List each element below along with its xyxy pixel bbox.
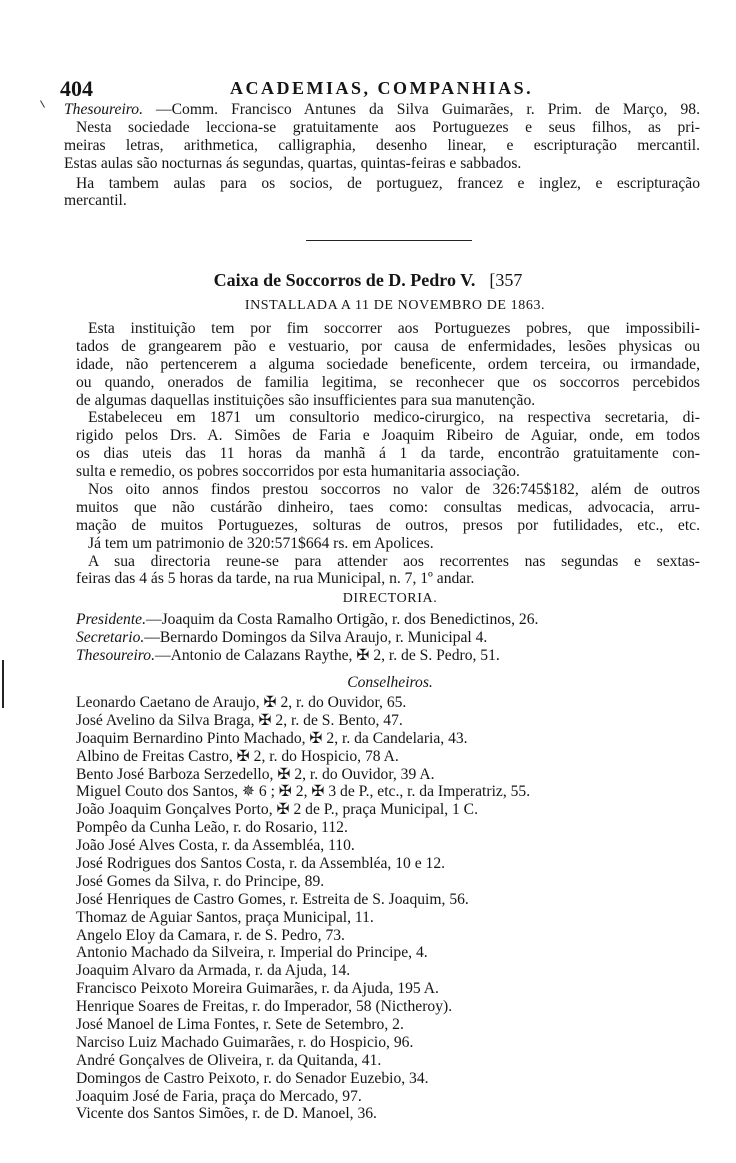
text-line [76, 517, 700, 535]
member-entry: José Henriques de Castro Gomes, r. Estreita de S. Joaquim, 56. [76, 890, 469, 908]
text-line [64, 192, 700, 210]
officer-entry [76, 629, 700, 647]
text-line [76, 409, 700, 427]
line-text: —Antonio de Calazans Raythe, ✠ 2, r. de S. Pedro, 51. [154, 646, 500, 664]
line-text: A sua directoria reune-se para attender aos recorrentes nas segundas e sextas- [88, 552, 700, 570]
line-text: ou quando, onerados de familia legitima, se reconhecer que os soccorros percebidos [76, 373, 700, 391]
member-entry: José Rodrigues dos Santos Costa, r. da Assembléa, 10 e 12. [76, 855, 446, 873]
text-line [64, 101, 700, 119]
member-entry: João Joaquim Gonçalves Porto, ✠ 2 de P., praça Municipal, 1 C. [76, 801, 478, 819]
officer-entry [76, 611, 700, 629]
member-entry: Vicente dos Santos Simões, r. de D. Manoel, 36. [76, 1105, 377, 1123]
member-entry: Francisco Peixoto Moreira Guimarães, r. da Ajuda, 195 A. [76, 980, 439, 998]
section-divider [306, 240, 472, 241]
running-title: ACADEMIAS, COMPANHIAS. [230, 78, 534, 98]
line-text: meiras letras, arithmetica, calligraphia, desenho linear, e escripturação mercantil. [64, 136, 700, 154]
line-text: muitos que não custárão dinheiro, taes como: consultas medicas, advocacia, arru- [76, 498, 700, 516]
italic-label: Presidente. [76, 611, 147, 628]
line-text: tados de grangearem pão e vestuario, por causa de enfermidades, lesões physicas ou [76, 337, 700, 355]
text-line [76, 553, 700, 571]
member-entry: Antonio Machado da Silveira, r. Imperial do Principe, 4. [76, 944, 428, 962]
text-line [76, 445, 700, 463]
text-line [76, 481, 700, 499]
member-entry: Leonardo Caetano de Araujo, ✠ 2, r. do Ouvidor, 65. [76, 694, 407, 711]
text-line [76, 338, 700, 356]
page-number: 404 [60, 76, 93, 101]
line-text: de algumas daquellas instituições são insufficientes para sua manutenção. [76, 391, 536, 409]
italic-label: Secretario. [76, 628, 145, 646]
member-entry: Joaquim José de Faria, praça do Mercado, 97. [76, 1087, 362, 1105]
line-text: Já tem um patrimonio de 320:571$664 rs. em Apolices. [88, 534, 434, 552]
member-entry: Joaquim Bernardino Pinto Machado, ✠ 2, r. da Candelaria, 43. [76, 729, 468, 747]
line-text: Nos oito annos findos prestou soccorros no valor de 326:745$182, além de outros [88, 481, 700, 499]
text-line [64, 155, 700, 173]
line-text: —Bernardo Domingos da Silva Araujo, r. Municipal 4. [144, 628, 488, 646]
text-line [76, 356, 700, 374]
line-text: feiras das 4 ás 5 horas da tarde, na rua Municipal, n. 7, 1º andar. [76, 570, 475, 588]
member-entry: Narciso Luiz Machado Guimarães, r. do Hospicio, 96. [76, 1033, 414, 1051]
conselheiros-heading: Conselheiros. [347, 674, 433, 691]
text-line [76, 427, 700, 445]
member-entry: Angelo Eloy da Camara, r. de S. Pedro, 73. [76, 926, 345, 944]
members-list [76, 694, 716, 1123]
member-entry: Henrique Soares de Freitas, r. do Imperador, 58 (Nictheroy). [76, 998, 453, 1016]
member-entry: José Avelino da Silva Braga, ✠ 2, r. de S. Bento, 47. [76, 711, 403, 729]
scan-mark [40, 100, 45, 107]
member-entry: Joaquim Alvaro da Armada, r. da Ajuda, 14. [76, 962, 351, 980]
line-text: mação de muitos Portuguezes, solturas de outros, presos por futilidades, etc., etc. [76, 516, 700, 534]
line-text: —Comm. Francisco Antunes da Silva Guimarães, r. Prim. de Março, 98. [142, 101, 700, 118]
member-entry: Pompêo da Cunha Leão, r. do Rosario, 112. [76, 819, 348, 837]
member-entry: Thomaz de Aguiar Santos, praça Municipal, 11. [76, 908, 374, 926]
member-entry: Miguel Couto dos Santos, ✵ 6 ; ✠ 2, ✠ 3 de P., etc., r. da Imperatriz, 55. [76, 783, 531, 801]
member-entry: João José Alves Costa, r. da Assembléa, 110. [76, 837, 355, 855]
member-entry: José Manoel de Lima Fontes, r. Sete de Setembro, 2. [76, 1016, 404, 1034]
italic-label: Thesoureiro. [76, 646, 155, 664]
text-line [76, 463, 700, 481]
line-text: Nesta sociedade lecciona-se gratuitamente aos Portuguezes e seus filhos, as pri- [76, 118, 700, 136]
line-text: Estabeleceu em 1871 um consultorio medico-cirurgico, na respectiva secretaria, di- [88, 409, 700, 427]
member-entry: Bento José Barboza Serzedello, ✠ 2, r. do Ouvidor, 39 A. [76, 765, 435, 783]
line-text: —Joaquim da Costa Ramalho Ortigão, r. dos Benedictinos, 26. [146, 611, 539, 628]
officers-list [76, 611, 700, 665]
section-number: [357 [489, 270, 523, 290]
officer-entry [76, 647, 700, 665]
line-text: Esta instituição tem por fim soccorrer aos Portuguezes pobres, que impossibili- [88, 320, 700, 337]
directoria-heading: DIRECTORIA. [342, 591, 438, 606]
text-line [64, 175, 700, 193]
text-line [76, 535, 700, 553]
member-entry: Domingos de Castro Peixoto, r. do Senador Euzebio, 34. [76, 1069, 429, 1087]
text-line [76, 374, 700, 392]
line-text: mercantil. [64, 192, 127, 210]
text-line [76, 499, 700, 517]
text-line [76, 570, 700, 588]
installation-date: INSTALLADA A 11 DE NOVEMBRO DE 1863. [244, 298, 546, 313]
text-line [64, 137, 700, 155]
line-text: Estas aulas são nocturnas ás segundas, quartas, quintas-feiras e sabbados. [64, 154, 522, 172]
member-entry: André Gonçalves de Oliveira, r. da Quitanda, 41. [76, 1051, 382, 1069]
line-text: Ha tambem aulas para os socios, de portuguez, francez e inglez, e escripturação [76, 174, 700, 192]
text-line [76, 392, 700, 410]
section-title-text: Caixa de Soccorros de D. Pedro V. [213, 270, 476, 290]
top-section [64, 101, 700, 210]
text-line [76, 320, 700, 338]
italic-label: Thesoureiro. [64, 101, 143, 118]
line-text: os dias uteis das 11 horas da manhã á 1 da tarde, encontrão gratuitamente con- [76, 445, 700, 463]
line-text: sulta e remedio, os pobres soccorridos por esta humanitaria associação. [76, 463, 520, 481]
member-entry: José Gomes da Silva, r. do Principe, 89. [76, 872, 325, 890]
member-entry: Albino de Freitas Castro, ✠ 2, r. do Hospicio, 78 A. [76, 747, 399, 765]
line-text: idade, não pertencerem a alguma sociedade beneficente, ordem terceira, ou irmandade, [76, 355, 700, 373]
text-line [64, 119, 700, 137]
caixa-body [76, 320, 700, 588]
section-title [0, 270, 736, 291]
line-text: rigido pelos Drs. A. Simões de Faria e Joaquim Ribeiro de Aguiar, onde, em todos [76, 427, 700, 445]
